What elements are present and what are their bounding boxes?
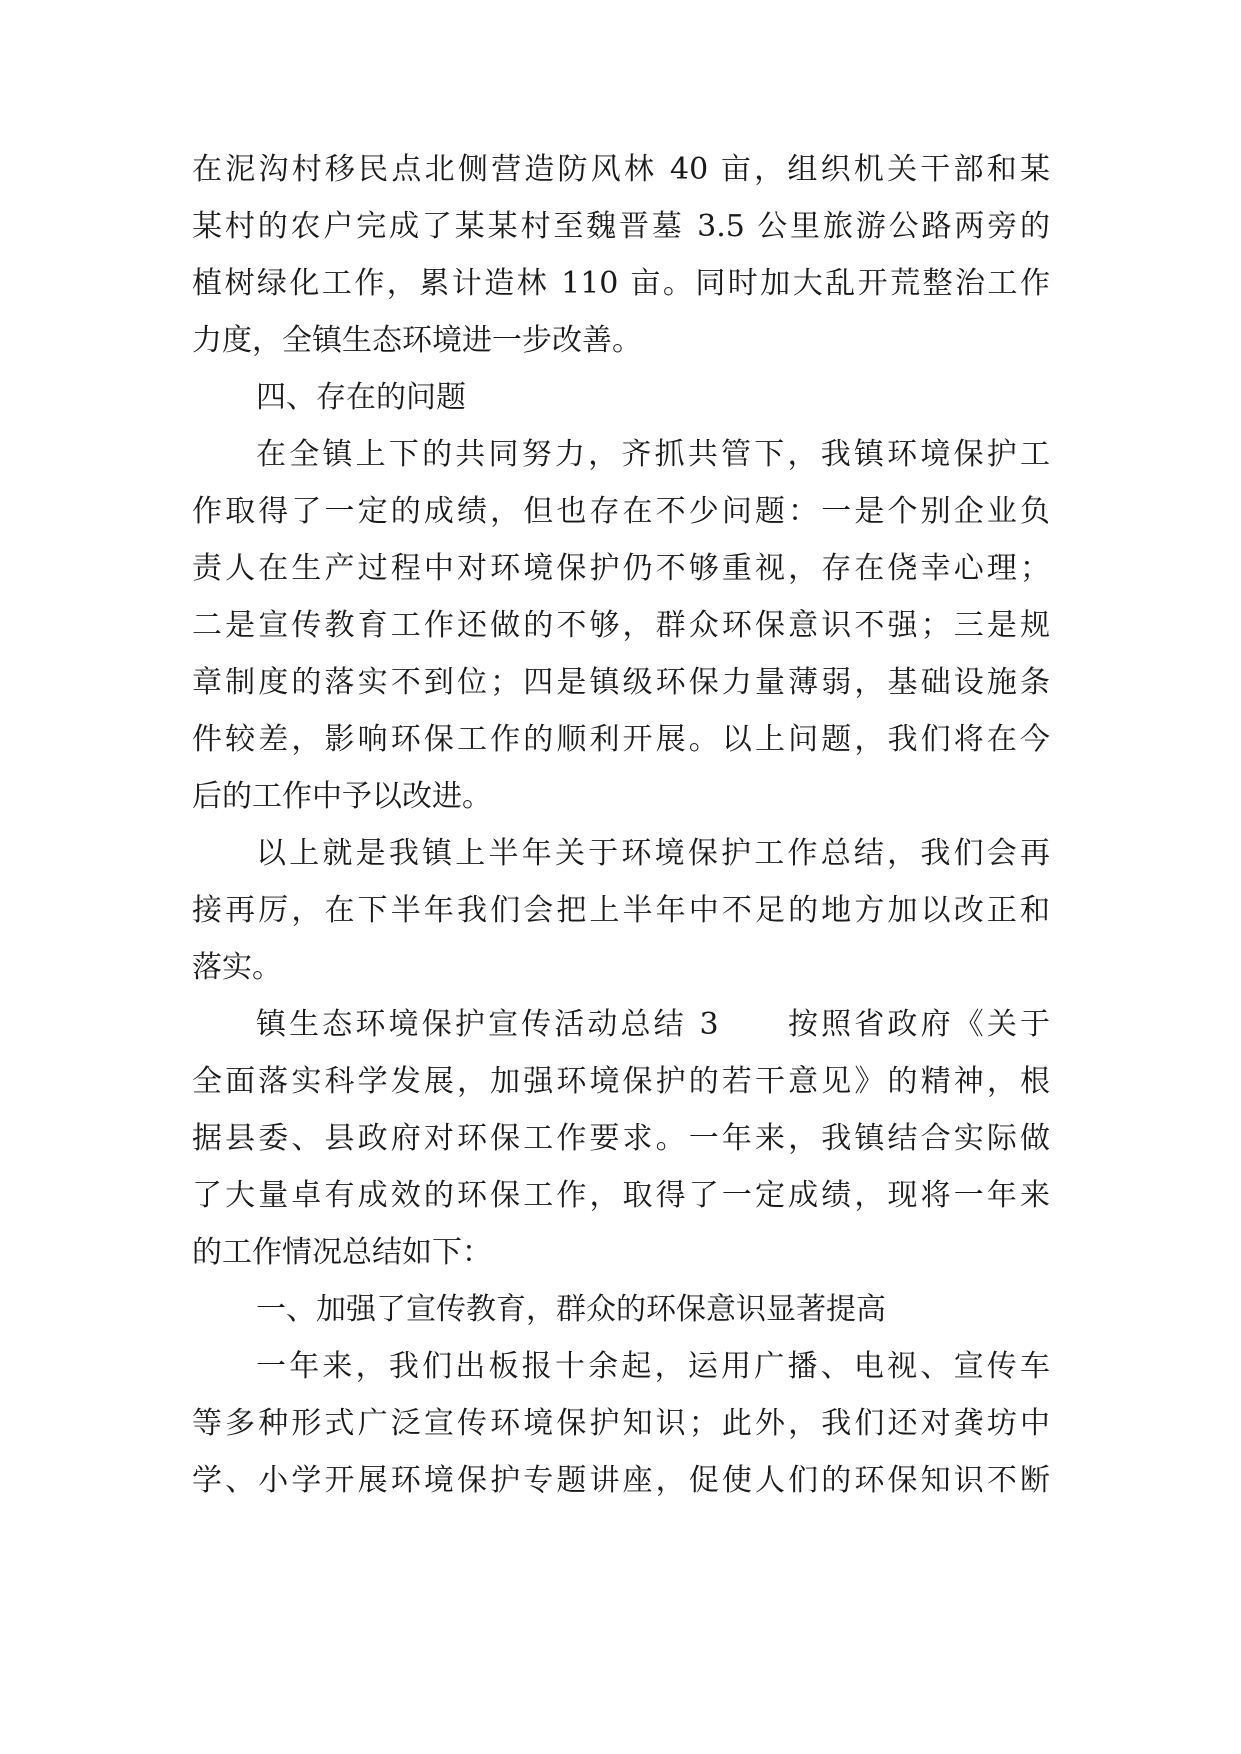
text-line: 作取得了一定的成绩，但也存在不少问题：一是个别企业负	[192, 494, 1050, 529]
section-heading: 四、存在的问题	[256, 380, 466, 415]
text-line: 植树绿化工作，累计造林 110 亩。同时加大乱开荒整治工作	[192, 266, 1050, 301]
paragraph-first-line: 一年来，我们出板报十余起，运用广播、电视、宣传车	[256, 1349, 1050, 1384]
text-line: 章制度的落实不到位；四是镇级环保力量薄弱，基础设施条	[192, 665, 1050, 700]
text-line: 学、小学开展环境保护专题讲座，促使人们的环保知识不断	[192, 1463, 1050, 1498]
text-line: 全面落实科学发展，加强环境保护的若干意见》的精神，根	[192, 1064, 1050, 1099]
text-line: 后的工作中予以改进。	[192, 779, 492, 814]
text-line: 了大量卓有成效的环保工作，取得了一定成绩，现将一年来	[192, 1178, 1050, 1213]
text-line: 据县委、县政府对环保工作要求。一年来，我镇结合实际做	[192, 1121, 1050, 1156]
text-line: 的工作情况总结如下：	[192, 1235, 492, 1270]
text-line: 某村的农户完成了某某村至魏晋墓 3.5 公里旅游公路两旁的	[192, 209, 1050, 244]
paragraph-first-line: 在全镇上下的共同努力，齐抓共管下，我镇环境保护工	[256, 437, 1050, 472]
paragraph-first-line: 镇生态环境保护宣传活动总结 3 按照省政府《关于	[256, 1007, 1050, 1042]
text-line: 二是宣传教育工作还做的不够，群众环保意识不强；三是规	[192, 608, 1050, 643]
text-line: 力度，全镇生态环境进一步改善。	[192, 323, 642, 358]
paragraph-first-line: 以上就是我镇上半年关于环境保护工作总结，我们会再	[256, 836, 1050, 871]
text-line: 接再厉，在下半年我们会把上半年中不足的地方加以改正和	[192, 893, 1050, 928]
text-line: 责人在生产过程中对环境保护仍不够重视，存在侥幸心理；	[192, 551, 1050, 586]
text-line: 等多种形式广泛宣传环境保护知识；此外，我们还对龚坊中	[192, 1406, 1050, 1441]
text-line: 落实。	[192, 950, 282, 985]
section-heading: 一、加强了宣传教育，群众的环保意识显著提高	[256, 1292, 886, 1327]
text-line: 在泥沟村移民点北侧营造防风林 40 亩，组织机关干部和某	[192, 152, 1050, 187]
text-line: 件较差，影响环保工作的顺利开展。以上问题，我们将在今	[192, 722, 1050, 757]
